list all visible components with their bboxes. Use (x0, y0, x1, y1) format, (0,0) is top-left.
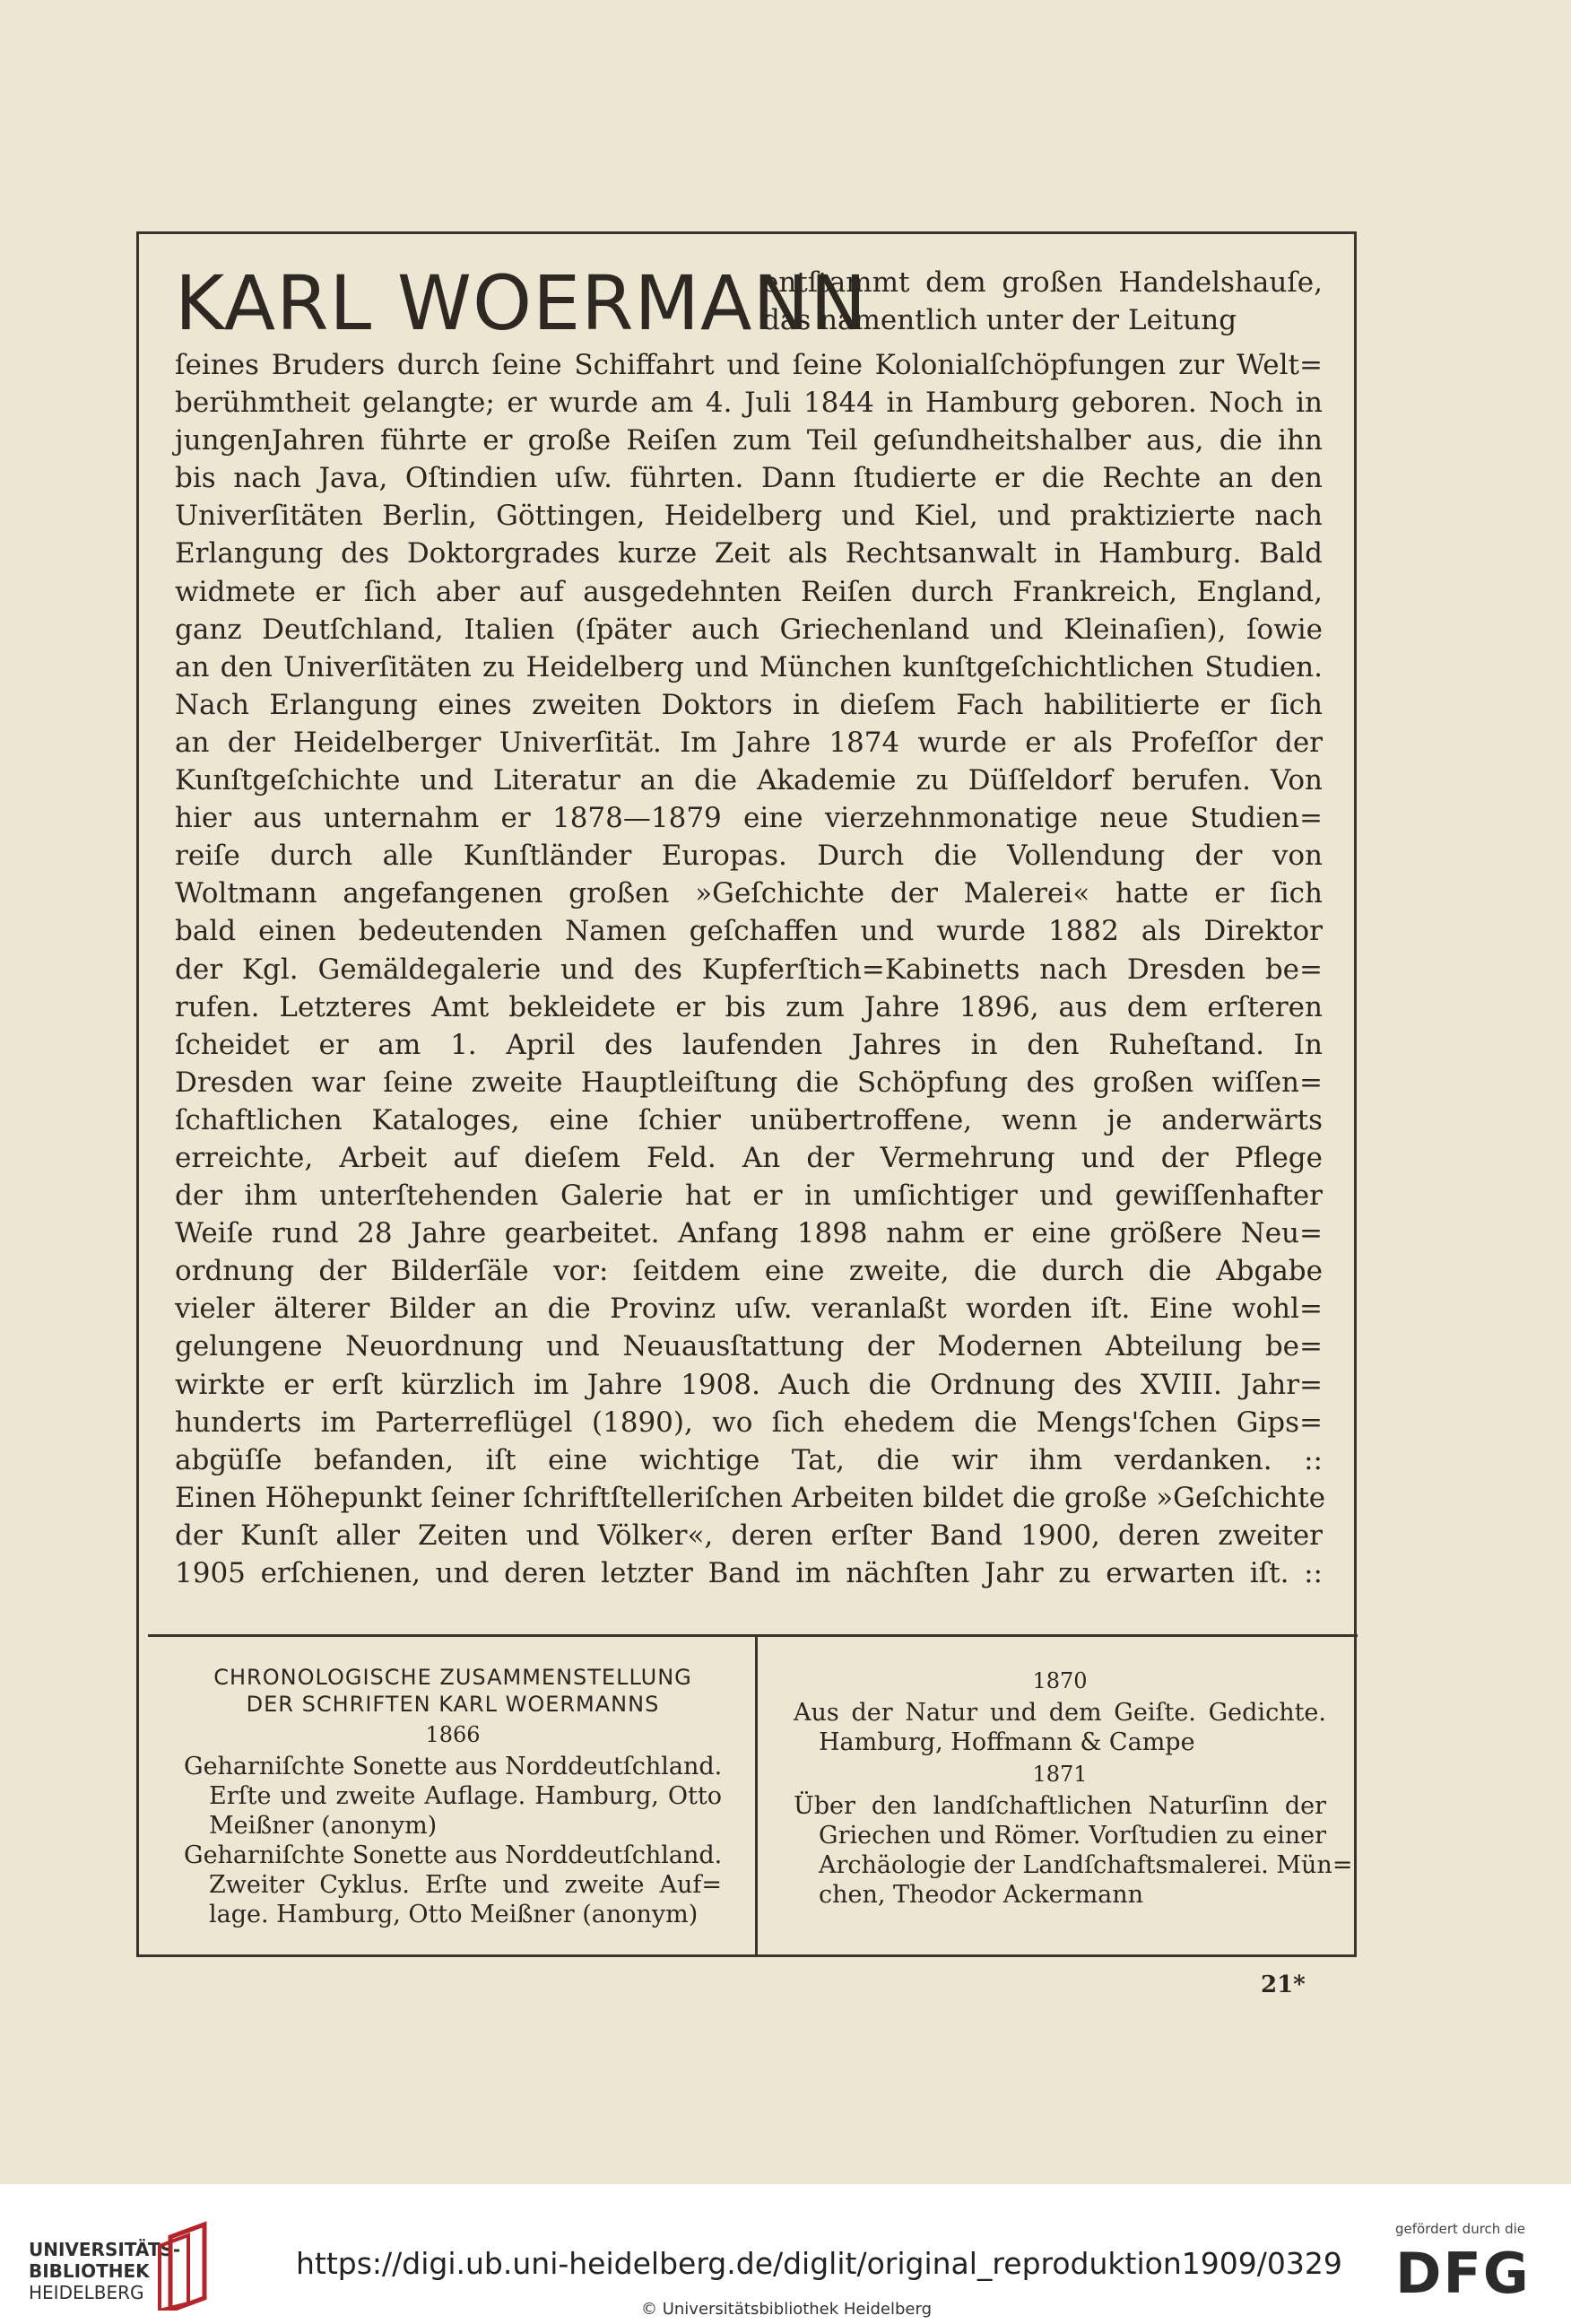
biography-line: Einen Höhepunkt ſeiner ſchriftſtelleriſchen Arbeiten bildet die große »Geſchichte (175, 1481, 1326, 1514)
biography-line: Dresden war ſeine zweite Hauptleiſtung die Schöpfung des großen wiſſen= (175, 1066, 1323, 1099)
chronology-year: 1870 (1032, 1668, 1088, 1693)
biography-line: erreichte, Arbeit auf dieſem Feld. An der Vermehrung und der Pflege (175, 1141, 1323, 1174)
chronology-title-line-2: DER SCHRIFTEN KARL WOERMANNS (246, 1692, 660, 1717)
biography-heading-row (175, 260, 1323, 346)
biography-line: Nach Erlangung eines zweiten Doktors in dieſem Fach habilitierte er ſich (175, 688, 1323, 721)
biography-line: bis nach Java, Oſtindien uſw. führten. Dann ſtudierte er die Rechte an den (175, 462, 1323, 495)
chronology-entry-line: Aus der Natur und dem Geiſte. Gedichte. (794, 1699, 1326, 1727)
chronology-entry-line: Erſte und zweite Auflage. Hamburg, Otto (209, 1782, 722, 1810)
biography-line: Weiſe rund 28 Jahre gearbeitet. Anfang 1898 nahm er eine größere Neu= (175, 1217, 1323, 1250)
biography-line: Kunſtgeſchichte und Literatur an die Akademie zu Düſſeldorf berufen. Von (175, 764, 1323, 797)
biography-line: ganz Deutſchland, Italien (ſpäter auch Griechenland und Kleinaſien), ſowie (175, 613, 1323, 646)
library-name-line-3: HEIDELBERG (29, 2282, 144, 2303)
chronology-title-line-1: CHRONOLOGISCHE ZUSAMMENSTELLUNG (213, 1665, 692, 1690)
chronology-entries (184, 1752, 722, 1929)
biography-line: bald einen bedeutenden Namen geſchaffen und wurde 1882 als Direktor (175, 915, 1323, 948)
chronology-entry-line: Geharniſchte Sonette aus Norddeutſchland. (184, 1753, 723, 1780)
biography-line: widmete er ſich aber auf ausgedehnten Reiſen durch Frankreich, England, (175, 575, 1323, 608)
biography-line: hier aus unternahm er 1878—1879 eine vierzehnmonatige neue Studien= (175, 802, 1323, 835)
biography-line: abgüſſe befanden, iſt eine wichtige Tat, die wir ihm verdanken. :: (175, 1443, 1323, 1476)
biography-line: 1905 erſchienen, und deren letzter Band im nächſten Jahr zu erwarten iſt. :: (175, 1557, 1323, 1589)
biography-line: der ihm unterſtehenden Galerie hat er in umſichtiger und gewiſſenhafter (175, 1179, 1323, 1213)
chronology-entries (794, 1666, 1353, 1910)
biography-line: an der Heidelberger Univerſität. Im Jahre 1874 wurde er als Profeſſor der (175, 726, 1323, 759)
copyright-notice: © Universitätsbibliothek Heidelberg (641, 2300, 933, 2319)
chronology-year: 1866 (425, 1722, 481, 1747)
chronology-entry-line: Hamburg, Hoffmann & Campe (819, 1728, 1195, 1756)
biography-line: Woltmann angefangenen großen »Geſchichte der Malerei« hatte er ſich (175, 877, 1323, 910)
library-name-line-2: BIBLIOTHEK (29, 2260, 150, 2282)
chronology-entry-line: lage. Hamburg, Otto Meißner (anonym) (209, 1901, 699, 1928)
biography-line: ſeines Bruders durch ſeine Schiffahrt und ſeine Kolonialſchöpfungen zur Welt= (175, 349, 1323, 381)
section-divider (148, 1634, 1358, 1637)
biography-line: vieler älterer Bilder an die Provinz uſw. veranlaßt worden iſt. Eine wohl= (175, 1293, 1323, 1326)
biography-line: ſcheidet er am 1. April des laufenden Jahres in den Ruheſtand. In (175, 1028, 1323, 1061)
chronology-entry-line: Über den landſchaftlichen Naturſinn der (794, 1792, 1326, 1820)
biography-line: wirkte er erſt kürzlich im Jahre 1908. Auch die Ordnung des XVIII. Jahr= (175, 1368, 1323, 1401)
chronology-entry-line: chen, Theodor Ackermann (819, 1881, 1144, 1909)
chronology-entry-line: Griechen und Römer. Vorſtudien zu einer (819, 1822, 1326, 1850)
biography-line: ordnung der Bilderſäle vor: ſeitdem eine zweite, die durch die Abgabe (175, 1255, 1323, 1288)
biography-line: berühmtheit gelangte; er wurde am 4. Juli 1844 in Hamburg geboren. Noch in (175, 387, 1323, 420)
chronology-entry-line: Archäologie der Landſchaftsmalerei. Mün= (819, 1851, 1353, 1879)
biography-line: reiſe durch alle Kunſtländer Europas. Durch die Vollendung der von (175, 840, 1323, 873)
column-divider (755, 1634, 758, 1957)
chronology-entry-line: Geharniſchte Sonette aus Norddeutſchland. (184, 1841, 723, 1869)
biography-lead-text: entſtammt dem großen Handelshauſe, das namentlich unter der Leitung (762, 266, 1323, 336)
biography-line: Erlangung des Doktorgrades kurze Zeit als Rechtsanwalt in Hamburg. Bald (175, 537, 1323, 570)
library-name-line-1: UNIVERSITÄTS- (29, 2239, 181, 2260)
biography-line: Univerſitäten Berlin, Göttingen, Heidelberg und Kiel, und praktizierte nach (175, 500, 1323, 533)
library-logo-icon (152, 2221, 222, 2311)
funding-note: gefördert durch die (1395, 2221, 1525, 2237)
biography-line: gelungene Neuordnung und Neuausſtattung der Modernen Abteilung be= (175, 1330, 1323, 1363)
source-url-link[interactable]: https://digi.ub.uni-heidelberg.de/diglit/original_reproduktion1909/0329 (296, 2246, 1342, 2281)
chronology-left-column (184, 1664, 722, 1929)
biography-text (175, 346, 1326, 1592)
chronology-year: 1871 (1032, 1762, 1088, 1787)
biography-name: KARL WOERMANN (175, 259, 868, 347)
biography-line: jungenJahren führte er große Reiſen zum Teil geſundheitshalber aus, die ihn (175, 424, 1323, 457)
page-number: 21* (1261, 1971, 1306, 1998)
biography-line: rufen. Letzteres Amt bekleidete er bis zum Jahre 1896, aus dem erſteren (175, 990, 1323, 1023)
biography-line: der Kgl. Gemäldegalerie und des Kupferſtich=Kabinetts nach Dresden be= (175, 953, 1323, 986)
biography-line: hunderts im Parterreflügel (1890), wo ſich ehedem die Mengs'ſchen Gips= (175, 1406, 1323, 1439)
chronology-entry-line: Zweiter Cyklus. Erſte und zweite Auf= (209, 1871, 722, 1899)
biography-block (175, 259, 1326, 1610)
biography-line: an den Univerſitäten zu Heidelberg und München kunſtgeſchichtlichen Studien. (175, 650, 1323, 683)
chronology-entry-line: Meißner (anonym) (209, 1812, 438, 1840)
biography-line: ſchaftlichen Kataloges, eine ſchier unübertroffene, wenn je anderwärts (175, 1103, 1323, 1136)
biography-line: der Kunſt aller Zeiten und Völker«, deren erſter Band 1900, deren zweiter (175, 1519, 1323, 1552)
chronology-right-column (794, 1664, 1353, 1910)
dfg-logo: DFG (1395, 2241, 1531, 2306)
